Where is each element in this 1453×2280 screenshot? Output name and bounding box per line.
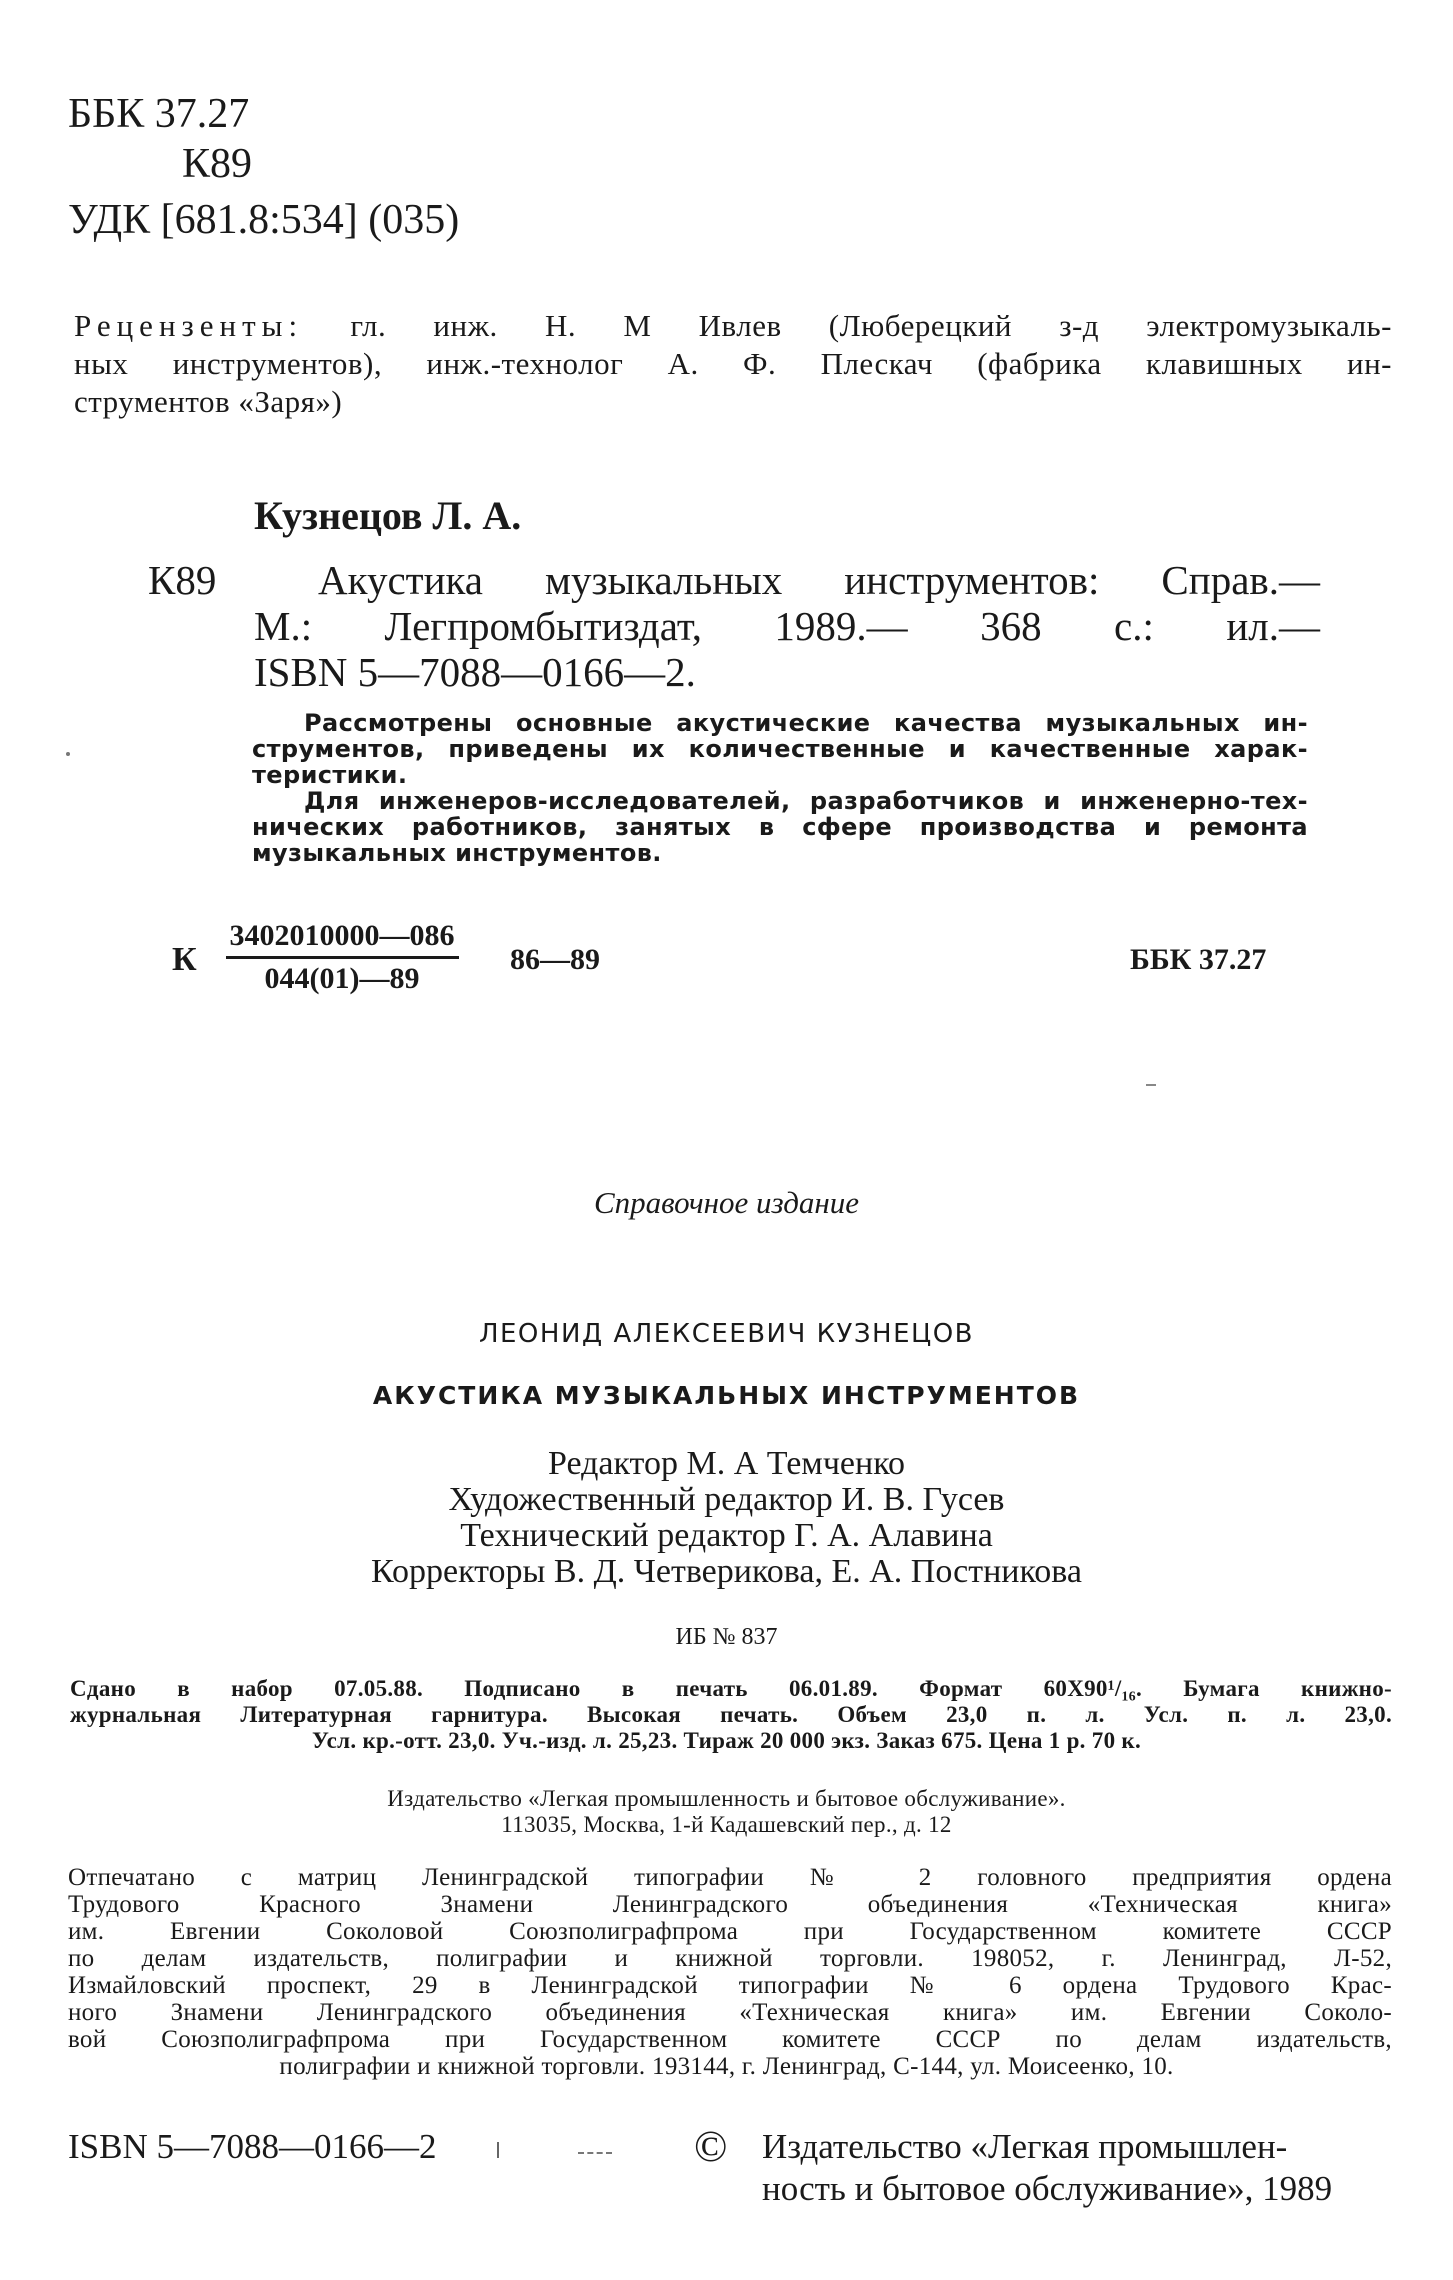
publisher-line-2: 113035, Москва, 1-й Кадашевский пер., д. 12 [501, 1812, 952, 1837]
formula-number: 86—89 [510, 943, 600, 976]
imprint-line-3: Усл. кр.-отт. 23,0. Уч.-изд. л. 25,23. Тираж 20 000 экз. Заказ 675. Цена 1 р. 70 к. [311, 1728, 1142, 1753]
annotation-line-4: Для инженеров-исследователей, разработчиков и инженерно-тех- [304, 787, 1308, 815]
reviewers-line-3: струментов «Заря») [74, 384, 343, 419]
footer-separator-mark [497, 2142, 499, 2158]
annotation-line-5: нических работников, занятых в сфере производства и ремонта [252, 813, 1308, 841]
credit-art-editor: Художественный редактор И. В. Гусев [448, 1481, 1005, 1518]
author-full-name: ЛЕОНИД АЛЕКСЕЕВИЧ КУЗНЕЦОВ [478, 1319, 975, 1349]
edition-type: Справочное издание [593, 1185, 860, 1220]
reviewers-label: Рецензенты: [74, 308, 304, 343]
annotation-line-3: теристики. [252, 761, 408, 789]
record-line-1: Акустика музыкальных инструментов: Справ.— [318, 557, 1320, 603]
udk-code: УДК [681.8:534] (035) [68, 197, 460, 243]
ib-number: ИБ № 837 [675, 1624, 778, 1650]
small-dash-mark [1146, 1084, 1156, 1086]
reviewers-line-2: ных инструментов), инж.-технолог А. Ф. Плескач (фабрика клавишных ин- [74, 346, 1392, 381]
credit-proofreaders: Корректоры В. Д. Четверикова, Е. А. Постникова [371, 1553, 1082, 1590]
author-sign-code: К89 [182, 141, 253, 187]
record-line-2: М.: Легпромбытиздат, 1989.— 368 с.: ил.— [254, 603, 1320, 649]
formula-numerator: 3402010000—086 [226, 918, 459, 959]
reviewers-line-1 [74, 308, 1392, 344]
printing-line-5: Измайловский проспект, 29 в Ленинградской типографии № 6 ордена Трудового Крас- [68, 1972, 1392, 1999]
small-dot-mark [66, 752, 70, 756]
book-title: АКУСТИКА МУЗЫКАЛЬНЫХ ИНСТРУМЕНТОВ [372, 1381, 1081, 1410]
bbk-code: ББК 37.27 [68, 91, 250, 137]
record-line-3: ISBN 5—7088—0166—2. [254, 649, 696, 695]
printing-line-1: Отпечатано с матриц Ленинградской типографии № 2 головного предприятия ордена [68, 1864, 1392, 1891]
annotation-line-6: музыкальных инструментов. [252, 839, 662, 867]
annotation-line-1: Рассмотрены основные акустические качества музыкальных ин- [304, 709, 1308, 737]
printing-line-2: Трудового Красного Знамени Ленинградского объединения «Техническая книга» [68, 1891, 1392, 1918]
reviewers-line-1-text: гл. инж. Н. М Ивлев (Люберецкий з-д электромузыкаль- [350, 308, 1392, 343]
formula-letter: К [172, 941, 197, 978]
record-sign: К89 [148, 557, 217, 603]
printing-line-8: полиграфии и книжной торговли. 193144, г. Ленинград, С-144, ул. Моисеенко, 10. [279, 2053, 1174, 2080]
imprint-line-1: Сдано в набор 07.05.88. Подписано в печать 06.01.89. Формат 60Х90¹/₁₆. Бумага книжно- [70, 1676, 1392, 1701]
formula-fraction [204, 918, 480, 997]
printing-line-7: вой Союзполиграфпрома при Государственном комитете СССР по делам издательств, [68, 2026, 1392, 2053]
imprint-line-2: журнальная Литературная гарнитура. Высокая печать. Объем 23,0 п. л. Усл. п. л. 23,0. [70, 1702, 1392, 1727]
formula-bbk: ББК 37.27 [1130, 943, 1267, 976]
printing-line-4: по делам издательств, полиграфии и книжной торговли. 198052, г. Ленинград, Л-52, [68, 1945, 1392, 1972]
copyright-line-1: Издательство «Легкая промышлен- [762, 2127, 1288, 2166]
footer-isbn: ISBN 5—7088—0166—2 [68, 2127, 437, 2166]
annotation-line-2: струментов, приведены их количественные и качественные харак- [252, 735, 1308, 763]
publisher-line-1: Издательство «Легкая промышленность и бытовое обслуживание». [387, 1786, 1066, 1811]
copyright-symbol: © [694, 2122, 728, 2171]
copyright-line-2: ность и бытовое обслуживание», 1989 [762, 2169, 1333, 2208]
printing-line-3: им. Евгении Соколовой Союзполиграфпрома при Государственном комитете СССР [68, 1918, 1392, 1945]
record-author: Кузнецов Л. А. [254, 493, 522, 538]
footer-dash-mark [578, 2152, 612, 2156]
printing-line-6: ного Знамени Ленинградского объединения «Техническая книга» им. Евгении Соколо- [68, 1999, 1392, 2026]
formula-denominator: 044(01)—89 [264, 962, 420, 995]
credit-tech-editor: Технический редактор Г. А. Алавина [460, 1517, 993, 1554]
credit-editor: Редактор М. А Темченко [547, 1445, 906, 1482]
